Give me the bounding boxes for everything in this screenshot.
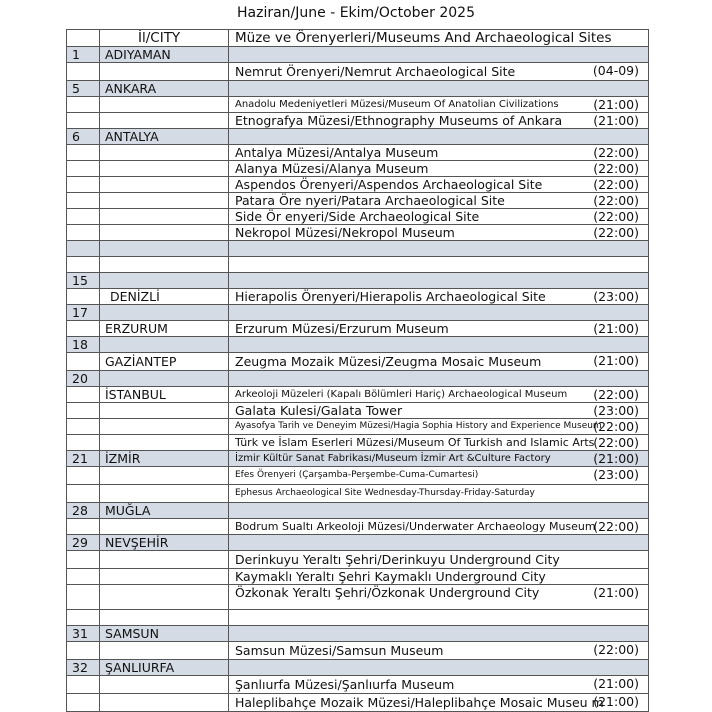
row-number (67, 161, 100, 177)
site-name: Kaymaklı Yeraltı Şehri Kaymaklı Underground City (235, 569, 546, 584)
site-cell (229, 387, 649, 403)
site-cell (229, 273, 649, 289)
site-cell (229, 435, 649, 451)
site-cell (229, 451, 649, 467)
table-row (67, 145, 649, 161)
site-cell (229, 193, 649, 209)
site-cell (229, 63, 649, 81)
row-number (67, 321, 100, 337)
site-name: Şanlıurfa Müzesi/Şanlıurfa Museum (235, 677, 455, 692)
table-row (67, 273, 649, 289)
site-name: Etnografya Müzesi/Ethnography Museums of Ankara (235, 113, 563, 128)
city-cell (100, 113, 229, 129)
site-name: İzmir Kültür Sanat Fabrikası/Museum İzmir Art &Culture Factory (235, 453, 551, 464)
site-cell (229, 145, 649, 161)
closing-hours: (22:00) (593, 519, 639, 534)
city-name: MUĞLA (100, 503, 229, 519)
city-cell (100, 642, 229, 660)
closing-hours: (22:00) (593, 419, 639, 434)
table-row (67, 660, 649, 676)
site-cell (229, 569, 649, 585)
city-cell (100, 273, 229, 289)
site-name: Haleplibahçe Mozaik Müzesi/Haleplibahçe Mosaic Museu m (235, 695, 604, 710)
site-cell (229, 519, 649, 535)
closing-hours: (22:00) (593, 387, 639, 402)
page-title: Haziran/June - Ekim/October 2025 (236, 5, 475, 21)
table-row (67, 503, 649, 519)
header-sites: Müze ve Örenyerleri/Museums And Archaeological Sites (229, 30, 649, 47)
city-cell (100, 676, 229, 694)
city-cell (100, 485, 229, 503)
city-cell (100, 225, 229, 241)
row-number (67, 435, 100, 451)
table-row (67, 519, 649, 535)
table-row (67, 676, 649, 694)
table-row (67, 419, 649, 435)
site-cell (229, 419, 649, 435)
site-name: Side Ör enyeri/Side Archaeological Site (235, 209, 480, 224)
site-cell (229, 337, 649, 353)
closing-hours: (21:00) (593, 676, 639, 691)
row-number (67, 694, 100, 712)
city-cell (100, 610, 229, 626)
row-number (67, 519, 100, 535)
closing-hours: (22:00) (593, 642, 639, 657)
closing-hours: (23:00) (593, 467, 639, 482)
table-row (67, 257, 649, 273)
table-row (67, 177, 649, 193)
row-number (67, 63, 100, 81)
site-cell (229, 371, 649, 387)
site-name: Bodrum Sualtı Arkeoloji Müzesi/Underwater Archaeology Museum (235, 520, 596, 533)
site-name: Patara Öre nyeri/Patara Archaeological Site (235, 193, 505, 208)
site-cell (229, 225, 649, 241)
table-row (67, 209, 649, 225)
row-number (67, 193, 100, 209)
site-name: Ayasofya Tarih ve Deneyim Müzesi/Hagia Sophia History and Experience Museum (235, 421, 602, 431)
closing-hours: (21:00) (593, 113, 639, 128)
row-number (67, 569, 100, 585)
table-row (67, 97, 649, 113)
city-cell (100, 403, 229, 419)
table-row (67, 193, 649, 209)
table-row (67, 485, 649, 503)
table-row (67, 337, 649, 353)
site-name: Galata Kulesi/Galata Tower (235, 403, 403, 418)
row-number (67, 610, 100, 626)
closing-hours: (22:00) (593, 193, 639, 208)
site-cell (229, 551, 649, 569)
table-row (67, 535, 649, 551)
site-cell (229, 161, 649, 177)
site-name: Alanya Müzesi/Alanya Museum (235, 161, 429, 176)
site-cell (229, 257, 649, 273)
row-number (67, 145, 100, 161)
city-name: İZMİR (100, 451, 229, 467)
city-name: SAMSUN (100, 626, 229, 642)
table-row (67, 585, 649, 610)
table-row (67, 610, 649, 626)
site-cell (229, 626, 649, 642)
closing-hours: (04-09) (592, 63, 639, 78)
site-name: Derinkuyu Yeraltı Şehri/Derinkuyu Underground City (235, 552, 560, 567)
site-cell (229, 485, 649, 503)
city-cell (100, 467, 229, 485)
table-row (67, 289, 649, 305)
row-number (67, 403, 100, 419)
closing-hours: (21:00) (593, 694, 639, 709)
table-row (67, 569, 649, 585)
row-number: 29 (67, 535, 100, 551)
site-cell (229, 177, 649, 193)
site-name: Hierapolis Örenyeri/Hierapolis Archaeological Site (235, 289, 546, 304)
table-row (67, 403, 649, 419)
closing-hours: (22:00) (593, 209, 639, 224)
city-cell (100, 257, 229, 273)
city-name: ANKARA (100, 81, 229, 97)
site-cell (229, 241, 649, 257)
city-name: İSTANBUL (100, 387, 229, 403)
site-cell (229, 289, 649, 305)
city-cell (100, 337, 229, 353)
city-cell (100, 585, 229, 610)
site-cell (229, 113, 649, 129)
row-number: 6 (67, 129, 100, 145)
city-cell (100, 161, 229, 177)
table-row (67, 225, 649, 241)
table-row (67, 47, 649, 63)
row-number: 15 (67, 273, 100, 289)
row-number: 17 (67, 305, 100, 321)
city-cell (100, 177, 229, 193)
closing-hours: (22:00) (593, 145, 639, 160)
closing-hours: (21:00) (593, 321, 639, 336)
city-cell (100, 97, 229, 113)
table-row (67, 353, 649, 371)
site-cell (229, 353, 649, 371)
city-cell (100, 305, 229, 321)
row-number (67, 289, 100, 305)
table-header-row (67, 30, 649, 47)
closing-hours: (21:00) (593, 353, 639, 368)
row-number: 21 (67, 451, 100, 467)
city-cell (100, 209, 229, 225)
site-name: Özkonak Yeraltı Şehri/Özkonak Underground City (235, 585, 540, 600)
table-row (67, 642, 649, 660)
city-cell (100, 241, 229, 257)
city-cell (100, 145, 229, 161)
table-row (67, 467, 649, 485)
site-cell (229, 660, 649, 676)
city-cell (100, 193, 229, 209)
row-number (67, 225, 100, 241)
closing-hours: (22:00) (593, 225, 639, 240)
closing-hours: (22:00) (593, 435, 639, 450)
closing-hours: (23:00) (593, 403, 639, 418)
site-name: Anadolu Medeniyetleri Müzesi/Museum Of Anatolian Civilizations (235, 99, 559, 110)
table-row (67, 371, 649, 387)
row-number (67, 257, 100, 273)
city-name: DENİZLİ (100, 289, 229, 305)
city-cell (100, 371, 229, 387)
city-cell (100, 551, 229, 569)
site-name: Aspendos Örenyeri/Aspendos Archaeological Site (235, 177, 543, 192)
site-cell (229, 129, 649, 145)
table-row (67, 305, 649, 321)
table-row (67, 113, 649, 129)
site-cell (229, 81, 649, 97)
site-cell (229, 97, 649, 113)
city-name: GAZİANTEP (100, 353, 229, 371)
row-number: 28 (67, 503, 100, 519)
site-cell (229, 209, 649, 225)
site-name: Türk ve İslam Eserleri Müzesi/Museum Of Turkish and Islamic Arts (235, 436, 595, 449)
site-cell (229, 610, 649, 626)
table-row (67, 321, 649, 337)
site-name: Nemrut Örenyeri/Nemrut Archaeological Site (235, 64, 516, 79)
site-cell (229, 403, 649, 419)
site-cell (229, 321, 649, 337)
row-number: 18 (67, 337, 100, 353)
closing-hours: (21:00) (593, 451, 639, 466)
row-number (67, 551, 100, 569)
row-number (67, 241, 100, 257)
site-name: Erzurum Müzesi/Erzurum Museum (235, 321, 449, 336)
row-number (67, 467, 100, 485)
city-name: NEVŞEHİR (100, 535, 229, 551)
table-row (67, 161, 649, 177)
table-row (67, 63, 649, 81)
row-number (67, 485, 100, 503)
site-name: Arkeoloji Müzeleri (Kapalı Bölümleri Hariç) Archaeological Museum (235, 389, 568, 400)
row-number (67, 113, 100, 129)
site-name: Nekropol Müzesi/Nekropol Museum (235, 225, 455, 240)
city-cell (100, 694, 229, 712)
closing-hours: (22:00) (593, 177, 639, 192)
table-row (67, 451, 649, 467)
row-number (67, 642, 100, 660)
row-number (67, 97, 100, 113)
city-cell (100, 63, 229, 81)
site-name: Samsun Müzesi/Samsun Museum (235, 643, 444, 658)
table-row (67, 626, 649, 642)
site-name: Zeugma Mozaik Müzesi/Zeugma Mosaic Museum (235, 354, 542, 369)
row-number: 32 (67, 660, 100, 676)
table-row (67, 81, 649, 97)
header-city: İl/CITY (100, 30, 229, 47)
row-number (67, 353, 100, 371)
table-row (67, 387, 649, 403)
site-cell (229, 642, 649, 660)
site-cell (229, 585, 649, 610)
site-cell (229, 467, 649, 485)
site-cell (229, 694, 649, 712)
row-number: 20 (67, 371, 100, 387)
site-cell (229, 503, 649, 519)
row-number (67, 585, 100, 610)
closing-hours: (23:00) (593, 289, 639, 304)
table-row (67, 694, 649, 712)
closing-hours: (22:00) (593, 161, 639, 176)
city-name: ŞANLIURFA (100, 660, 229, 676)
row-number: 1 (67, 47, 100, 63)
table-row (67, 129, 649, 145)
site-cell (229, 676, 649, 694)
city-cell (100, 419, 229, 435)
city-name: ANTALYA (100, 129, 229, 145)
site-cell (229, 535, 649, 551)
site-cell (229, 305, 649, 321)
row-number: 5 (67, 81, 100, 97)
city-cell (100, 569, 229, 585)
row-number (67, 387, 100, 403)
row-number: 31 (67, 626, 100, 642)
table-row (67, 241, 649, 257)
table-row (67, 551, 649, 569)
closing-hours: (21:00) (593, 97, 639, 112)
site-cell (229, 47, 649, 63)
city-name: ERZURUM (100, 321, 229, 337)
row-number (67, 209, 100, 225)
table-row (67, 435, 649, 451)
site-name: Efes Örenyeri (Çarşamba-Perşembe-Cuma-Cumartesi) (235, 470, 479, 480)
closing-hours: (21:00) (593, 585, 639, 600)
header-number-cell (67, 30, 100, 47)
site-name: Antalya Müzesi/Antalya Museum (235, 145, 439, 160)
row-number (67, 419, 100, 435)
museum-schedule-table (66, 29, 649, 712)
site-name: Ephesus Archaeological Site Wednesday-Thursday-Friday-Saturday (235, 488, 535, 498)
city-cell (100, 519, 229, 535)
row-number (67, 676, 100, 694)
city-cell (100, 435, 229, 451)
row-number (67, 177, 100, 193)
city-name: ADIYAMAN (100, 47, 229, 63)
